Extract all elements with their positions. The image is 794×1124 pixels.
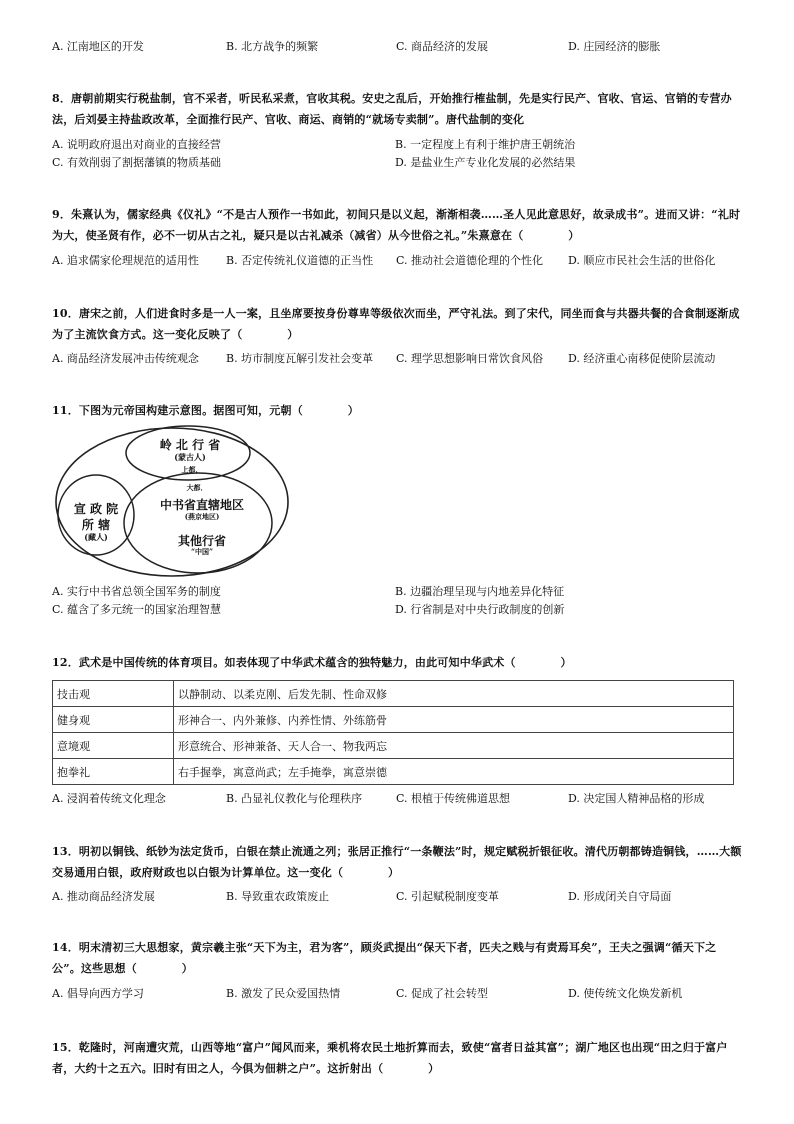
table-row <box>53 681 734 707</box>
table-cell: 健身观 <box>53 707 174 733</box>
q13-option-a: A. 推动商品经济发展 <box>52 890 155 903</box>
q7-option-c: C. 商品经济的发展 <box>396 40 489 53</box>
q10-option-d: D. 经济重心南移促使阶层流动 <box>568 352 716 365</box>
q7-option-a: A. 江南地区的开发 <box>52 40 144 53</box>
q14-options <box>52 985 752 1003</box>
q12-options <box>52 790 752 808</box>
label-zhongshu: 中书省直辖地区 <box>159 498 244 512</box>
q10-option-c: C. 理学思想影响日常饮食风俗 <box>396 352 544 365</box>
label-qita-sub: “中国” <box>190 547 214 556</box>
q13-option-c: C. 引起赋税制度变革 <box>396 890 500 903</box>
table-cell: 以静制动、以柔克刚、后发先制、性命双修 <box>174 681 734 707</box>
q14-option-c: C. 促成了社会转型 <box>396 987 489 1000</box>
table-cell: 形神合一、内外兼修、内养性情、外练筋骨 <box>174 707 734 733</box>
q14-option-b: B. 激发了民众爱国热情 <box>226 987 341 1000</box>
table-cell: 技击观 <box>53 681 174 707</box>
q9-option-c: C. 推动社会道德伦理的个性化 <box>396 254 544 267</box>
label-qita: 其他行省 <box>177 534 226 548</box>
q11-option-c: C. 蕴含了多元统一的国家治理智慧 <box>52 603 222 616</box>
q12-option-c: C. 根植于传统佛道思想 <box>396 792 511 805</box>
label-xuanzheng-2: 所 辖 <box>81 518 111 532</box>
label-zhongshu-sub: (燕京地区) <box>184 512 220 521</box>
q11-option-d: D. 行省制是对中央行政制度的创新 <box>395 603 565 616</box>
q10-stem: 10．唐宋之前，人们进食时多是一人一案，且坐席要按身份尊卑等级依次而坐，严守礼法。到了宋代，同坐而食与共器共餐的合食制逐渐成为了主流饮食方式。这一变化反映了（ ） <box>52 307 740 341</box>
table-row <box>53 759 734 785</box>
label-dadu: 大都． <box>186 483 208 492</box>
q14-stem: 14．明末清初三大思想家，黄宗羲主张“天下为主，君为客”，顾炎武提出“保天下者，匹夫之贱与有责焉耳矣”，王夫之强调“循天下之公”。这些思想（ ） <box>52 941 717 975</box>
q12-stem: 12．武术是中国传统的体育项目。如表体现了中华武术蕴含的独特魅力，由此可知中华武术（ ） <box>52 656 572 669</box>
q11-stem: 11．下图为元帝国构建示意图。据图可知，元朝（ ） <box>52 404 359 417</box>
q9-option-d: D. 顺应市民社会生活的世俗化 <box>568 254 716 267</box>
q10-option-b: B. 坊市制度瓦解引发社会变革 <box>226 352 374 365</box>
wushu-table <box>52 680 734 785</box>
q13-options <box>52 888 752 906</box>
q10-options <box>52 350 752 368</box>
q9-option-b: B. 否定传统礼仪道德的正当性 <box>226 254 374 267</box>
q13-option-d: D. 形成闭关自守局面 <box>568 890 672 903</box>
q8-option-a: A. 说明政府退出对商业的直接经营 <box>52 138 221 151</box>
q12-option-d: D. 决定国人精神品格的形成 <box>568 792 705 805</box>
table-cell: 右手握拳，寓意尚武；左手掩拳，寓意崇德 <box>174 759 734 785</box>
q8-option-b: B. 一定程度上有利于维护唐王朝统治 <box>395 138 576 151</box>
q12-option-a: A. 浸润着传统文化理念 <box>52 792 166 805</box>
label-shangdu: 上都． <box>181 465 203 474</box>
q9-option-a: A. 追求儒家伦理规范的适用性 <box>52 254 199 267</box>
label-lingbei: 岭 北 行 省 <box>159 438 221 452</box>
table-row <box>53 733 734 759</box>
q15-stem: 15．乾隆时，河南遭灾荒，山西等地“富户”闻风而来，乘机将农民土地折算而去，致使“富者日益其富”；湖广地区也出现“田之归于富户者，大约十之五六。旧时有田之人，今俱为佃耕之户”。这折射出（ ） <box>52 1041 728 1075</box>
q9-stem: 9．朱熹认为，儒家经典《仪礼》“不是古人预作一书如此，初间只是以义起，渐渐相袭……圣人见此意思好，故录成书”。进而又讲：“礼时为大，使圣贤有作，必不一切从古之礼，疑只是以古礼减杀（减省）从今世俗之礼。”朱熹意在（ ） <box>52 208 741 242</box>
q13-option-b: B. 导致重农政策废止 <box>226 890 330 903</box>
label-xuanzheng-sub: (藏人) <box>84 532 108 542</box>
yuan-empire-diagram <box>52 420 292 580</box>
table-cell: 形意统合、形神兼备、天人合一、物我两忘 <box>174 733 734 759</box>
table-cell: 意境观 <box>53 733 174 759</box>
q10-option-a: A. 商品经济发展冲击传统观念 <box>52 352 199 365</box>
q7-option-b: B. 北方战争的频繁 <box>226 40 319 53</box>
q12-option-b: B. 凸显礼仪教化与伦理秩序 <box>226 792 363 805</box>
q9-options <box>52 252 752 270</box>
q14-option-a: A. 倡导向西方学习 <box>52 987 144 1000</box>
q7-option-d: D. 庄园经济的膨胀 <box>568 40 661 53</box>
label-xuanzheng-1: 宣 政 院 <box>73 502 119 516</box>
q7-options <box>52 38 752 56</box>
table-cell: 抱拳礼 <box>53 759 174 785</box>
q13-stem: 13．明初以铜钱、纸钞为法定货币，白银在禁止流通之列；张居正推行“一条鞭法”时，规定赋税折银征收。清代历朝都铸造铜钱，……大额交易通用白银，政府财政也以白银为计算单位。这一变化（ ） <box>52 845 742 879</box>
q11-option-a: A. 实行中书省总领全国军务的制度 <box>52 585 221 598</box>
q14-option-d: D. 使传统文化焕发新机 <box>568 987 683 1000</box>
q8-option-c: C. 有效削弱了割据藩镇的物质基础 <box>52 156 222 169</box>
table-row <box>53 707 734 733</box>
q8-stem: 8．唐朝前期实行税盐制，官不采者，听民私采煮，官收其税。安史之乱后，开始推行榷盐制，先是实行民产、官收、官运、官销的专营办法，后刘晏主持盐政改革，全面推行民产、官收、商运、商销的“就场专卖制”。唐代盐制的变化 <box>52 92 732 126</box>
q8-option-d: D. 是盐业生产专业化发展的必然结果 <box>395 156 576 169</box>
label-lingbei-sub: (蒙古人) <box>174 452 206 462</box>
q11-option-b: B. 边疆治理呈现与内地差异化特征 <box>395 585 565 598</box>
